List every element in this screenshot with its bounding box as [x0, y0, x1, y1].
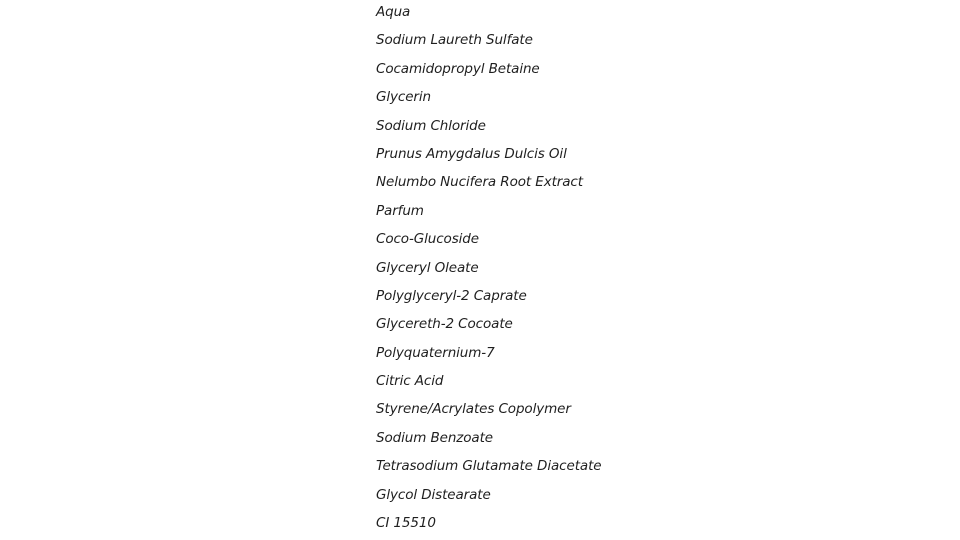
- ingredient-item: Parfum: [376, 202, 424, 219]
- ingredient-item: Tetrasodium Glutamate Diacetate: [376, 458, 602, 475]
- ingredient-item: Citric Acid: [376, 373, 444, 390]
- ingredient-item: Aqua: [376, 4, 411, 20]
- ingredient-item: Polyglyceryl-2 Caprate: [376, 287, 527, 304]
- ingredient-item: CI 15510: [376, 515, 436, 532]
- ingredient-item: Cocamidopropyl Betaine: [376, 60, 540, 77]
- ingredient-item: Nelumbo Nucifera Root Extract: [376, 174, 583, 191]
- ingredient-item: Glycereth-2 Cocoate: [376, 316, 513, 333]
- ingredient-item: Sodium Chloride: [376, 117, 486, 134]
- ingredient-item: Sodium Benzoate: [376, 429, 493, 446]
- ingredient-item: Coco-Glucoside: [376, 231, 479, 248]
- ingredient-item: Prunus Amygdalus Dulcis Oil: [376, 145, 567, 162]
- ingredient-item: Glycerin: [376, 89, 431, 106]
- ingredient-item: Glycol Distearate: [376, 486, 491, 503]
- ingredient-item: Polyquaternium-7: [376, 344, 495, 361]
- ingredient-item: Sodium Laureth Sulfate: [376, 32, 533, 49]
- ingredient-list: [376, 0, 601, 539]
- ingredient-item: Styrene/Acrylates Copolymer: [376, 401, 571, 418]
- ingredient-item: Glyceryl Oleate: [376, 259, 479, 276]
